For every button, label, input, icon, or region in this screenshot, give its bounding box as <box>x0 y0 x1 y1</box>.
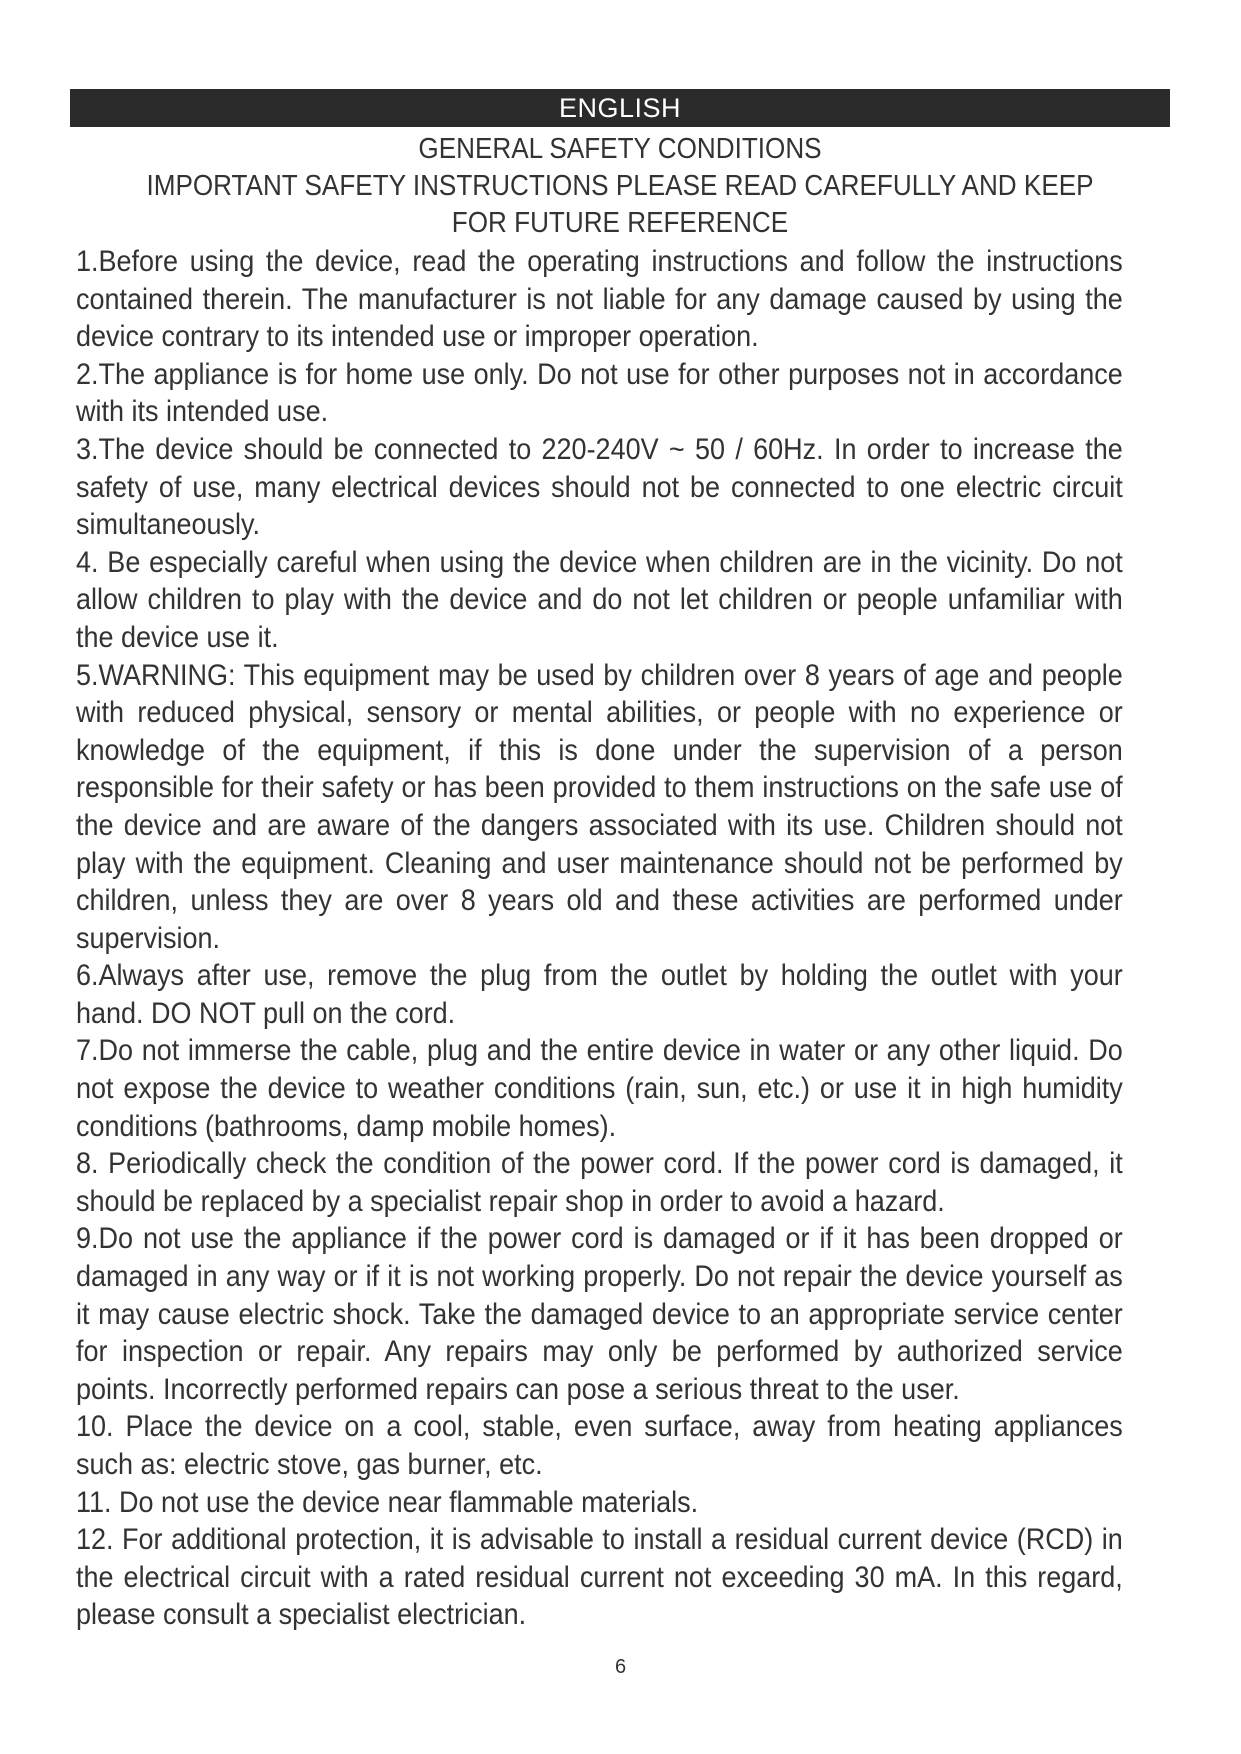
language-header-bar: ENGLISH <box>70 89 1170 127</box>
safety-instructions-list <box>76 243 1123 1633</box>
instruction-11: 11. Do not use the device near flammable materials. <box>76 1485 699 1519</box>
instruction-9: 9.Do not use the appliance if the power cord is damaged or if it has been dropped or damaged in any way or if it is not working properly. Do not repair the device yourself as it may cause electric shock. Take the damaged device to an appropriate service center for inspection or repair. Any repairs may only be performed by authorized service points. Incorrectly performed repairs can pose a serious threat to the user. <box>76 1222 1123 1406</box>
instruction-10: 10. Place the device on a cool, stable, even surface, away from heating appliances such as: electric stove, gas burner, etc. <box>76 1410 1123 1481</box>
instruction-12: 12. For additional protection, it is advisable to install a residual current device (RCD) in the electrical circuit with a rated residual current not exceeding 30 mA. In this regard, please consult a specialist electrician. <box>76 1523 1123 1632</box>
section-subtitle: IMPORTANT SAFETY INSTRUCTIONS PLEASE READ CAREFULLY AND KEEP FOR FUTURE REFERENCE <box>146 170 1094 239</box>
section-title: GENERAL SAFETY CONDITIONS <box>418 133 822 165</box>
page-number: 6 <box>614 1656 627 1678</box>
instruction-7: 7.Do not immerse the cable, plug and the entire device in water or any other liquid. Do not expose the device to weather conditions (rain, sun, etc.) or use it in high humidity conditions (bathrooms, damp mobile homes). <box>76 1034 1123 1143</box>
instruction-1: 1.Before using the device, read the operating instructions and follow the instructions contained therein. The manufacturer is not liable for any damage caused by using the device contrary to its intended use or improper operation. <box>76 245 1123 354</box>
instruction-8: 8. Periodically check the condition of the power cord. If the power cord is damaged, it should be replaced by a specialist repair shop in order to avoid a hazard. <box>76 1147 1123 1218</box>
instruction-4: 4. Be especially careful when using the device when children are in the vicinity. Do not allow children to play with the device and do not let children or people unfamiliar with the device use it. <box>76 545 1123 654</box>
instruction-5: 5.WARNING: This equipment may be used by children over 8 years of age and people with reduced physical, sensory or mental abilities, or people with no experience or knowledge of the equipment, if this is done under the supervision of a person responsible for their safety or has been provided to them instructions on the safe use of the device and are aware of the dangers associated with its use. Children should not play with the equipment. Cleaning and user maintenance should not be performed by children, unless they are over 8 years old and these activities are performed under supervision. <box>76 658 1123 955</box>
instruction-6: 6.Always after use, remove the plug from the outlet by holding the outlet with your hand. DO NOT pull on the cord. <box>76 959 1123 1030</box>
instruction-3: 3.The device should be connected to 220-240V ~ 50 / 60Hz. In order to increase the safety of use, many electrical devices should not be connected to one electric circuit simultaneously. <box>76 432 1123 542</box>
instruction-2: 2.The appliance is for home use only. Do not use for other purposes not in accordance with its intended use. <box>76 357 1123 429</box>
